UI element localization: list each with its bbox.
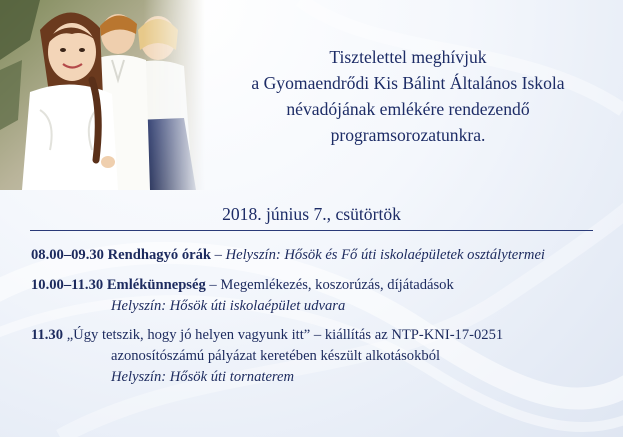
students-photo: [0, 0, 205, 190]
program-list: [31, 245, 611, 397]
program-title: Emlékünnepség: [106, 276, 206, 293]
invitation-line: Tisztelettel meghívjuk: [329, 47, 487, 67]
invitation-line: névadójának emlékére rendezendő: [286, 99, 530, 119]
program-venue: Helyszín: Hősök úti iskolaépület udvara: [111, 297, 346, 314]
event-date: 2018. június 7., csütörtök: [222, 204, 401, 224]
invitation-line: a Gyomaendrődi Kis Bálint Általános Iskola: [251, 73, 565, 93]
program-item-ceremony: [31, 275, 611, 317]
program-description: Megemlékezés, koszorúzás, díjátadások: [220, 276, 454, 293]
program-separator: –: [211, 247, 226, 263]
program-venue: Helyszín: Hősök úti tornaterem: [111, 369, 295, 385]
invitation-text: [205, 44, 611, 148]
program-time: 08.00–09.30: [31, 247, 104, 263]
program-item-exhibition: [31, 325, 611, 388]
program-time: 11.30: [31, 327, 64, 343]
program-item-lessons: [31, 245, 611, 266]
program-venue: Helyszín: Hősök és Fő úti iskolaépületek osztálytermei: [225, 247, 545, 263]
program-title: Rendhagyó órák: [107, 247, 212, 263]
program-title: „Úgy tetszik, hogy jó helyen vagyunk itt” – kiállítás az NTP-KNI-17-0251: [66, 327, 504, 343]
program-separator: –: [205, 276, 221, 293]
divider-line: [30, 230, 593, 231]
program-title-continued: azonosítószámú pályázat keretében készült alkotásokból: [111, 348, 441, 364]
program-time: 10.00–11.30: [31, 276, 104, 293]
invitation-line: programsorozatunkra.: [330, 125, 486, 145]
